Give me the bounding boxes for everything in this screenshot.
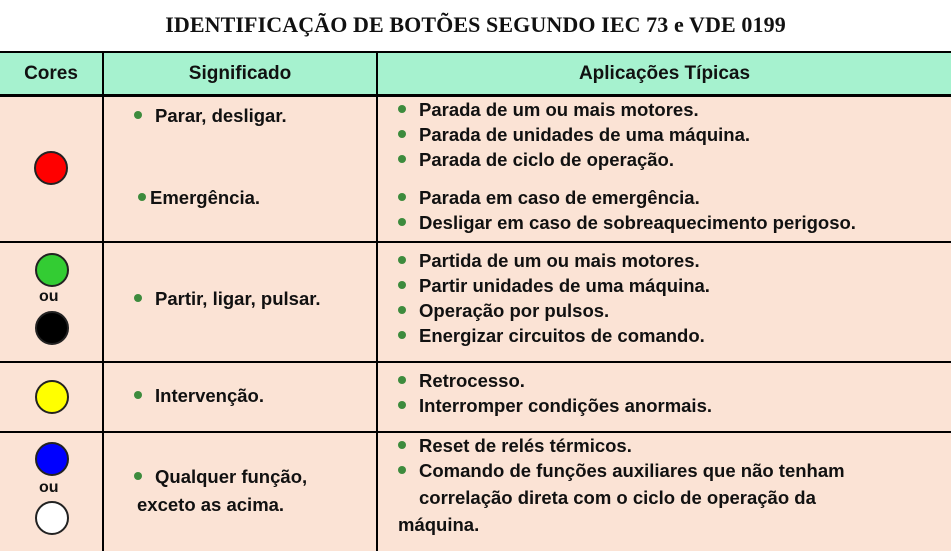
aplicacoes-cell	[378, 363, 951, 431]
cores-cell	[0, 243, 104, 361]
table-row-blue-white	[0, 433, 951, 551]
white-button-icon	[35, 501, 69, 535]
aplicacoes-cell	[378, 97, 951, 241]
table-row-green-black	[0, 243, 951, 363]
bullet-icon	[398, 256, 406, 264]
bullet-icon	[398, 306, 406, 314]
table-header	[0, 51, 951, 97]
aplicacao-item: Retrocesso.	[398, 370, 525, 392]
aplicacao-item: Reset de relés térmicos.	[398, 435, 632, 457]
bullet-icon	[398, 441, 406, 449]
bullet-icon	[138, 193, 146, 201]
significado-continuation: exceto as acima.	[137, 494, 285, 515]
bullet-icon	[398, 193, 406, 201]
aplicacao-item: Desligar em caso de sobreaquecimento perigoso.	[398, 212, 856, 234]
yellow-button-icon	[35, 380, 69, 414]
bullet-icon	[134, 294, 142, 302]
bullet-icon	[398, 218, 406, 226]
significado-cell	[104, 363, 378, 431]
red-button-icon	[34, 151, 68, 185]
page-title: IDENTIFICAÇÃO DE BOTÕES SEGUNDO IEC 73 e VDE 0199	[165, 12, 786, 37]
aplicacao-item: Energizar circuitos de comando.	[398, 325, 705, 347]
aplicacao-item: Partida de um ou mais motores.	[398, 250, 700, 272]
aplicacao-item: Operação por pulsos.	[398, 300, 609, 322]
ou-label: ou	[39, 479, 59, 496]
ou-label: ou	[39, 288, 59, 305]
aplicacao-item: Parada de ciclo de operação.	[398, 149, 674, 171]
aplicacao-item: Partir unidades de uma máquina.	[398, 275, 710, 297]
bullet-icon	[398, 376, 406, 384]
cores-cell	[0, 433, 104, 551]
significado-cell	[104, 97, 378, 241]
significado-item: Partir, ligar, pulsar.	[134, 288, 321, 310]
bullet-icon	[134, 111, 142, 119]
cores-cell	[0, 363, 104, 431]
bullet-icon	[398, 281, 406, 289]
bullet-icon	[398, 466, 406, 474]
header-cores: Cores	[0, 53, 104, 94]
aplicacao-continuation: correlação direta com o ciclo de operação da	[419, 487, 816, 508]
table-row-red	[0, 97, 951, 243]
significado-cell	[104, 243, 378, 361]
aplicacao-item: Interromper condições anormais.	[398, 395, 712, 417]
significado-item: Parar, desligar.	[134, 105, 287, 127]
bullet-icon	[134, 391, 142, 399]
blue-button-icon	[35, 442, 69, 476]
significado-cell	[104, 433, 378, 551]
bullet-icon	[398, 331, 406, 339]
aplicacao-item: Parada em caso de emergência.	[398, 187, 700, 209]
bullet-icon	[398, 155, 406, 163]
bullet-icon	[398, 130, 406, 138]
header-aplicacoes: Aplicações Típicas	[578, 62, 751, 84]
aplicacoes-cell	[378, 243, 951, 361]
black-button-icon	[35, 311, 69, 345]
button-color-table	[0, 51, 951, 551]
aplicacao-item: Comando de funções auxiliares que não tenham	[398, 460, 845, 482]
bullet-icon	[134, 472, 142, 480]
bullet-icon	[398, 401, 406, 409]
header-significado: Significado	[104, 53, 378, 94]
cores-cell	[0, 97, 104, 241]
bullet-icon	[398, 105, 406, 113]
aplicacao-continuation: máquina.	[398, 514, 480, 535]
aplicacao-item: Parada de um ou mais motores.	[398, 99, 699, 121]
table-row-yellow	[0, 363, 951, 433]
aplicacoes-cell	[378, 433, 951, 551]
significado-item: Intervenção.	[134, 385, 264, 407]
significado-item: Qualquer função,	[134, 466, 307, 488]
aplicacao-item: Parada de unidades de uma máquina.	[398, 124, 750, 146]
green-button-icon	[35, 253, 69, 287]
significado-item: Emergência.	[138, 187, 260, 209]
